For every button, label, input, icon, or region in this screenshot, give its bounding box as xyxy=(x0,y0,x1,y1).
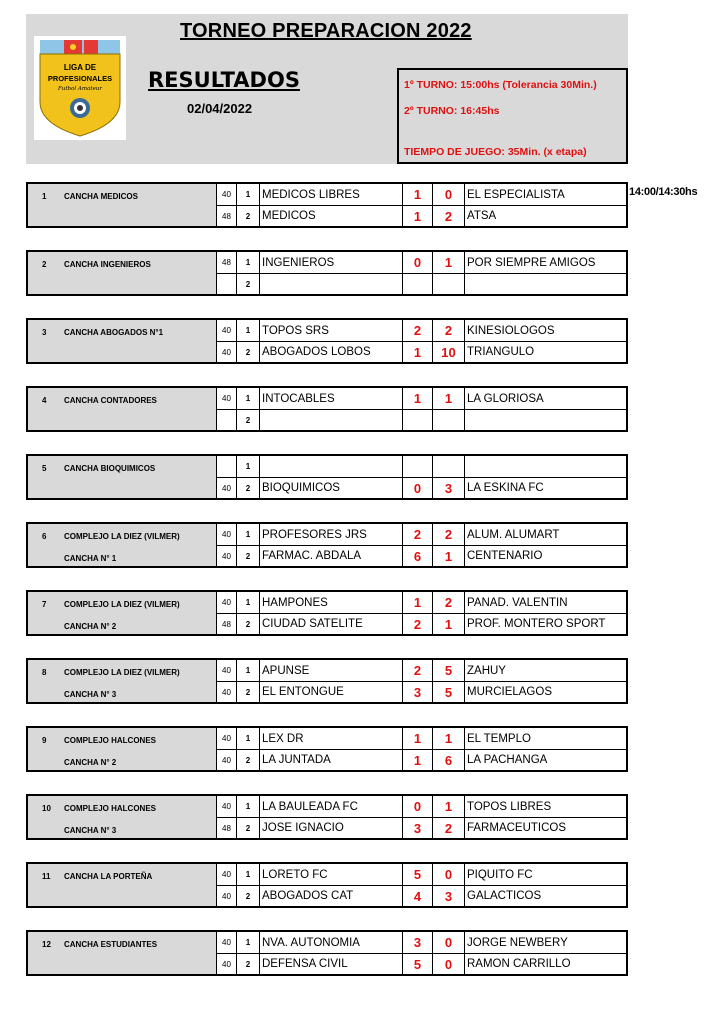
category-cell: 40 xyxy=(216,524,236,545)
away-score-cell: 3 xyxy=(432,886,464,906)
home-score-cell: 3 xyxy=(402,682,432,702)
away-score-cell: 1 xyxy=(432,388,464,409)
category-cell: 40 xyxy=(216,682,236,702)
venue-name: CANCHA LA PORTEÑA xyxy=(64,872,153,881)
home-team-cell xyxy=(259,410,402,430)
category-cell: 40 xyxy=(216,864,236,885)
turno-2: 2º TURNO: 16:45hs xyxy=(404,105,500,117)
match-row xyxy=(216,341,626,362)
away-score-cell: 0 xyxy=(432,864,464,885)
venue-name: CANCHA ABOGADOS N°1 xyxy=(64,328,164,337)
home-score-cell: 6 xyxy=(402,546,432,566)
match-order-cell: 2 xyxy=(236,410,259,430)
home-team-cell: MEDICOS xyxy=(259,206,402,226)
home-team-cell: PROFESORES JRS xyxy=(259,524,402,545)
away-score-cell: 10 xyxy=(432,342,464,362)
away-score-cell: 1 xyxy=(432,796,464,817)
match-group xyxy=(26,318,628,364)
away-score-cell: 2 xyxy=(432,524,464,545)
match-order-cell: 1 xyxy=(236,660,259,681)
away-team-cell: EL ESPECIALISTA xyxy=(464,184,626,205)
group-number: 12 xyxy=(42,940,51,949)
side-time-note: 14:00/14:30hs xyxy=(629,186,698,198)
away-team-cell: LA ESKINA FC xyxy=(464,478,626,498)
match-date: 02/04/2022 xyxy=(187,101,253,116)
category-cell: 40 xyxy=(216,954,236,974)
match-order-cell: 2 xyxy=(236,546,259,566)
away-score-cell xyxy=(432,274,464,294)
match-row xyxy=(216,613,626,634)
category-cell xyxy=(216,410,236,430)
venue-field-number: CANCHA N° 1 xyxy=(64,554,117,563)
venue-label xyxy=(28,796,216,838)
home-score-cell: 2 xyxy=(402,524,432,545)
logo-line2: PROFESIONALES xyxy=(47,74,113,83)
category-cell: 40 xyxy=(216,796,236,817)
match-order-cell: 1 xyxy=(236,252,259,273)
away-score-cell: 5 xyxy=(432,660,464,681)
league-logo xyxy=(34,36,126,140)
match-row xyxy=(216,592,626,613)
match-row xyxy=(216,205,626,226)
home-team-cell: APUNSE xyxy=(259,660,402,681)
home-team-cell: EL ENTONGUE xyxy=(259,682,402,702)
category-cell: 48 xyxy=(216,206,236,226)
venue-field-number: CANCHA N° 3 xyxy=(64,826,117,835)
category-cell: 40 xyxy=(216,660,236,681)
match-group xyxy=(26,658,628,704)
match-order-cell: 2 xyxy=(236,274,259,294)
away-team-cell: TRIANGULO xyxy=(464,342,626,362)
away-team-cell: ZAHUY xyxy=(464,660,626,681)
venue-field-number: CANCHA N° 2 xyxy=(64,758,117,767)
venue-name: CANCHA ESTUDIANTES xyxy=(64,940,158,949)
away-team-cell: TOPOS LIBRES xyxy=(464,796,626,817)
venue-label xyxy=(28,524,216,566)
match-group xyxy=(26,182,628,228)
category-cell: 40 xyxy=(216,932,236,953)
home-score-cell: 0 xyxy=(402,796,432,817)
away-score-cell: 1 xyxy=(432,614,464,634)
away-score-cell: 1 xyxy=(432,728,464,749)
home-score-cell xyxy=(402,410,432,430)
group-number: 3 xyxy=(42,328,47,337)
home-score-cell: 1 xyxy=(402,592,432,613)
venue-name: COMPLEJO LA DIEZ (VILMER) xyxy=(64,668,180,677)
match-row xyxy=(216,681,626,702)
match-order-cell: 2 xyxy=(236,206,259,226)
home-team-cell: HAMPONES xyxy=(259,592,402,613)
group-number: 4 xyxy=(42,396,47,405)
category-cell: 40 xyxy=(216,546,236,566)
venue-label xyxy=(28,388,216,430)
venue-name: COMPLEJO HALCONES xyxy=(64,804,157,813)
category-cell xyxy=(216,274,236,294)
category-cell: 48 xyxy=(216,818,236,838)
home-team-cell: LORETO FC xyxy=(259,864,402,885)
home-team-cell: TOPOS SRS xyxy=(259,320,402,341)
away-team-cell: ATSA xyxy=(464,206,626,226)
match-row xyxy=(216,953,626,974)
logo-line1: LIGA DE xyxy=(63,63,97,72)
category-cell: 48 xyxy=(216,252,236,273)
match-row xyxy=(216,409,626,430)
match-row xyxy=(216,796,626,817)
group-number: 9 xyxy=(42,736,47,745)
home-team-cell: LEX DR xyxy=(259,728,402,749)
home-score-cell: 1 xyxy=(402,342,432,362)
home-team-cell: NVA. AUTONOMIA xyxy=(259,932,402,953)
match-row xyxy=(216,252,626,273)
home-score-cell: 2 xyxy=(402,614,432,634)
category-cell: 40 xyxy=(216,750,236,770)
home-score-cell: 1 xyxy=(402,206,432,226)
venue-label xyxy=(28,660,216,702)
away-team-cell: GALACTICOS xyxy=(464,886,626,906)
home-team-cell xyxy=(259,456,402,477)
home-score-cell: 3 xyxy=(402,818,432,838)
category-cell: 40 xyxy=(216,320,236,341)
match-group xyxy=(26,862,628,908)
home-team-cell: BIOQUIMICOS xyxy=(259,478,402,498)
results-heading: RESULTADOS xyxy=(148,68,300,92)
away-score-cell: 1 xyxy=(432,546,464,566)
category-cell: 40 xyxy=(216,728,236,749)
league-shield-icon xyxy=(34,36,126,140)
away-score-cell: 5 xyxy=(432,682,464,702)
home-team-cell: MEDICOS LIBRES xyxy=(259,184,402,205)
match-row xyxy=(216,885,626,906)
category-cell: 40 xyxy=(216,478,236,498)
match-order-cell: 2 xyxy=(236,818,259,838)
match-group xyxy=(26,590,628,636)
match-group xyxy=(26,250,628,296)
away-score-cell xyxy=(432,410,464,430)
group-number: 8 xyxy=(42,668,47,677)
venue-label xyxy=(28,864,216,906)
away-team-cell: POR SIEMPRE AMIGOS xyxy=(464,252,626,273)
match-order-cell: 2 xyxy=(236,886,259,906)
home-score-cell xyxy=(402,274,432,294)
venue-name: CANCHA BIOQUIMICOS xyxy=(64,464,156,473)
venue-name: CANCHA CONTADORES xyxy=(64,396,157,405)
away-team-cell xyxy=(464,410,626,430)
venue-label xyxy=(28,320,216,362)
venue-label xyxy=(28,456,216,498)
home-score-cell xyxy=(402,456,432,477)
away-score-cell: 2 xyxy=(432,818,464,838)
home-score-cell: 2 xyxy=(402,660,432,681)
venue-name: COMPLEJO HALCONES xyxy=(64,736,157,745)
match-order-cell: 1 xyxy=(236,592,259,613)
home-team-cell: FARMAC. ABDALA xyxy=(259,546,402,566)
group-number: 11 xyxy=(42,872,51,881)
away-score-cell: 0 xyxy=(432,932,464,953)
category-cell: 40 xyxy=(216,388,236,409)
home-team-cell: LA JUNTADA xyxy=(259,750,402,770)
turno-1: 1º TURNO: 15:00hs (Tolerancia 30Min.) xyxy=(404,79,597,91)
schedule-info-box xyxy=(397,68,628,164)
venue-label xyxy=(28,252,216,294)
match-order-cell: 2 xyxy=(236,478,259,498)
away-score-cell: 3 xyxy=(432,478,464,498)
match-row xyxy=(216,932,626,953)
home-score-cell: 4 xyxy=(402,886,432,906)
match-order-cell: 1 xyxy=(236,184,259,205)
home-score-cell: 0 xyxy=(402,252,432,273)
venue-label xyxy=(28,728,216,770)
home-team-cell: ABOGADOS LOBOS xyxy=(259,342,402,362)
away-team-cell: EL TEMPLO xyxy=(464,728,626,749)
away-score-cell xyxy=(432,456,464,477)
away-team-cell: KINESIOLOGOS xyxy=(464,320,626,341)
match-row xyxy=(216,864,626,885)
match-row xyxy=(216,660,626,681)
group-number: 7 xyxy=(42,600,47,609)
venue-field-number: CANCHA N° 2 xyxy=(64,622,117,631)
venue-field-number: CANCHA N° 3 xyxy=(64,690,117,699)
away-team-cell xyxy=(464,456,626,477)
match-row xyxy=(216,273,626,294)
group-number: 1 xyxy=(42,192,47,201)
group-number: 10 xyxy=(42,804,51,813)
away-team-cell xyxy=(464,274,626,294)
home-team-cell: JOSE IGNACIO xyxy=(259,818,402,838)
match-order-cell: 2 xyxy=(236,342,259,362)
venue-label xyxy=(28,184,216,226)
category-cell: 48 xyxy=(216,614,236,634)
home-score-cell: 1 xyxy=(402,750,432,770)
home-score-cell: 1 xyxy=(402,728,432,749)
venue-label xyxy=(28,592,216,634)
home-team-cell: INGENIEROS xyxy=(259,252,402,273)
away-score-cell: 2 xyxy=(432,320,464,341)
group-number: 2 xyxy=(42,260,47,269)
logo-line3: Futbol Amateur xyxy=(57,86,103,92)
home-score-cell: 3 xyxy=(402,932,432,953)
home-score-cell: 1 xyxy=(402,388,432,409)
home-team-cell: ABOGADOS CAT xyxy=(259,886,402,906)
match-order-cell: 2 xyxy=(236,682,259,702)
match-row xyxy=(216,477,626,498)
match-group xyxy=(26,454,628,500)
match-row xyxy=(216,545,626,566)
category-cell: 40 xyxy=(216,342,236,362)
match-order-cell: 1 xyxy=(236,932,259,953)
home-team-cell: CIUDAD SATELITE xyxy=(259,614,402,634)
category-cell xyxy=(216,456,236,477)
match-order-cell: 1 xyxy=(236,388,259,409)
tiempo-juego: TIEMPO DE JUEGO: 35Min. (x etapa) xyxy=(404,146,587,158)
home-score-cell: 2 xyxy=(402,320,432,341)
category-cell: 40 xyxy=(216,592,236,613)
match-row xyxy=(216,388,626,409)
home-score-cell: 5 xyxy=(402,864,432,885)
category-cell: 40 xyxy=(216,184,236,205)
group-number: 6 xyxy=(42,532,47,541)
match-row xyxy=(216,524,626,545)
match-group xyxy=(26,522,628,568)
venue-name: CANCHA MEDICOS xyxy=(64,192,138,201)
category-cell: 40 xyxy=(216,886,236,906)
home-team-cell: INTOCABLES xyxy=(259,388,402,409)
match-order-cell: 1 xyxy=(236,796,259,817)
venue-name: COMPLEJO LA DIEZ (VILMER) xyxy=(64,600,180,609)
match-row xyxy=(216,456,626,477)
match-group xyxy=(26,930,628,976)
group-number: 5 xyxy=(42,464,47,473)
away-score-cell: 0 xyxy=(432,184,464,205)
match-row xyxy=(216,817,626,838)
home-score-cell: 1 xyxy=(402,184,432,205)
away-team-cell: LA PACHANGA xyxy=(464,750,626,770)
away-team-cell: JORGE NEWBERY xyxy=(464,932,626,953)
match-order-cell: 2 xyxy=(236,614,259,634)
away-team-cell: MURCIELAGOS xyxy=(464,682,626,702)
match-group xyxy=(26,726,628,772)
away-score-cell: 0 xyxy=(432,954,464,974)
away-team-cell: LA GLORIOSA xyxy=(464,388,626,409)
away-team-cell: PROF. MONTERO SPORT xyxy=(464,614,626,634)
home-team-cell xyxy=(259,274,402,294)
away-team-cell: CENTENARIO xyxy=(464,546,626,566)
match-row xyxy=(216,749,626,770)
away-team-cell: PIQUITO FC xyxy=(464,864,626,885)
match-row xyxy=(216,320,626,341)
away-score-cell: 1 xyxy=(432,252,464,273)
match-order-cell: 1 xyxy=(236,456,259,477)
match-order-cell: 1 xyxy=(236,524,259,545)
away-team-cell: FARMACEUTICOS xyxy=(464,818,626,838)
venue-label xyxy=(28,932,216,974)
away-score-cell: 2 xyxy=(432,592,464,613)
match-order-cell: 1 xyxy=(236,728,259,749)
match-group xyxy=(26,386,628,432)
venue-name: CANCHA INGENIEROS xyxy=(64,260,151,269)
away-team-cell: PANAD. VALENTIN xyxy=(464,592,626,613)
home-team-cell: DEFENSA CIVIL xyxy=(259,954,402,974)
match-row xyxy=(216,184,626,205)
match-order-cell: 2 xyxy=(236,954,259,974)
home-score-cell: 5 xyxy=(402,954,432,974)
away-score-cell: 2 xyxy=(432,206,464,226)
match-order-cell: 1 xyxy=(236,864,259,885)
home-score-cell: 0 xyxy=(402,478,432,498)
match-order-cell: 1 xyxy=(236,320,259,341)
away-team-cell: ALUM. ALUMART xyxy=(464,524,626,545)
away-team-cell: RAMON CARRILLO xyxy=(464,954,626,974)
match-row xyxy=(216,728,626,749)
match-group xyxy=(26,794,628,840)
venue-name: COMPLEJO LA DIEZ (VILMER) xyxy=(64,532,180,541)
tournament-title: TORNEO PREPARACION 2022 xyxy=(180,20,472,42)
away-score-cell: 6 xyxy=(432,750,464,770)
match-order-cell: 2 xyxy=(236,750,259,770)
home-team-cell: LA BAULEADA FC xyxy=(259,796,402,817)
